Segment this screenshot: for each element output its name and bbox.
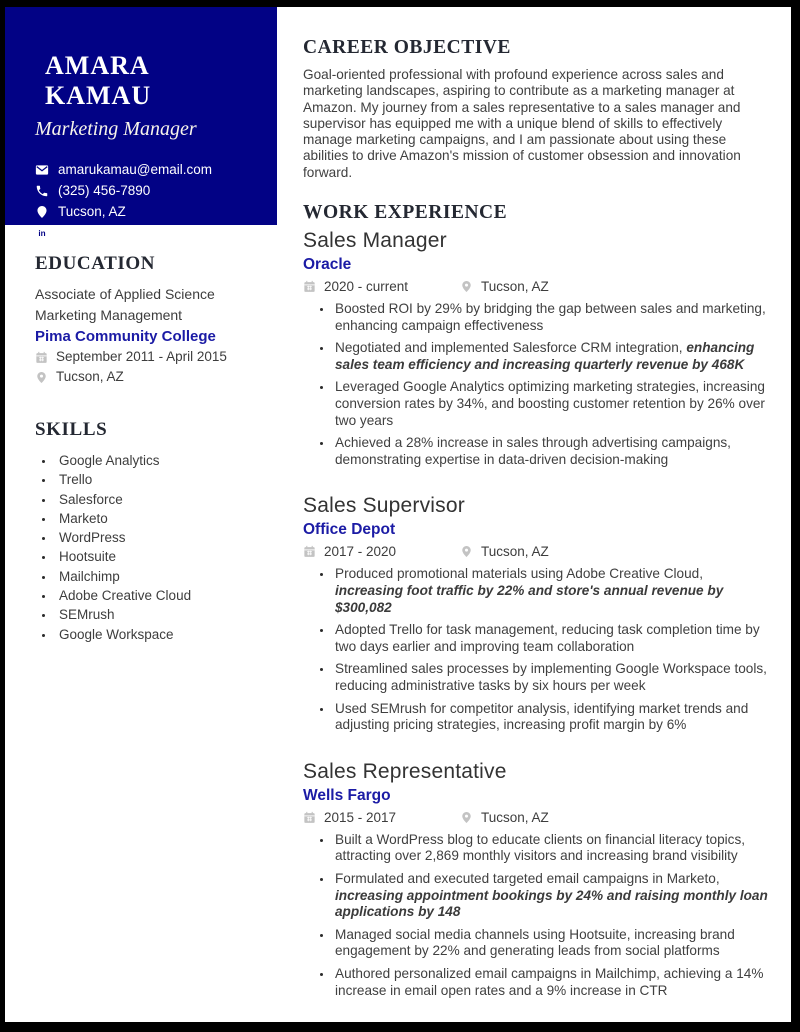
calendar-icon xyxy=(303,811,316,824)
company-name: Oracle xyxy=(303,256,352,274)
job-bullet xyxy=(333,966,769,999)
job-location xyxy=(460,279,549,294)
bullet-text: Streamlined sales processes by implementing Google Workspace tools, reducing administrative tasks by six hours per week xyxy=(335,661,767,693)
job-list xyxy=(303,229,769,999)
school-name: Pima Community College xyxy=(35,328,216,345)
contact-item xyxy=(35,201,259,222)
skill-item: • WordPress xyxy=(55,528,263,547)
education-section xyxy=(5,253,277,387)
bullet-text: Negotiated and implemented Salesforce CRM integration, xyxy=(335,340,687,356)
job-meta-row xyxy=(303,810,769,825)
job-dates xyxy=(303,544,460,559)
contact-item xyxy=(35,159,259,180)
job-entry xyxy=(303,760,769,999)
skill-item: • Mailchimp xyxy=(55,567,263,586)
bullet-text: Used SEMrush for competitor analysis, identifying market trends and adjusting pricing strategies, increasing profit margin by 6% xyxy=(335,700,749,733)
skill-item: • Google Workspace xyxy=(55,625,263,644)
job-bullet xyxy=(333,832,769,865)
job-title: Sales Representative xyxy=(303,759,507,783)
objective-section xyxy=(303,37,769,181)
job-location-text: Tucson, AZ xyxy=(481,809,549,825)
skills-section xyxy=(5,419,277,644)
job-location-text: Tucson, AZ xyxy=(481,544,549,560)
skill-item: • SEMrush xyxy=(55,605,263,624)
bullet-text: Boosted ROI by 29% by bridging the gap between sales and marketing, enhancing campaign effectiveness xyxy=(335,301,766,333)
calendar-icon xyxy=(35,351,48,364)
contact-text: amarukamau@email.com xyxy=(58,162,213,177)
education-dates-row xyxy=(35,347,263,367)
resume-page xyxy=(5,7,791,1022)
bullet-emphasis: enhancing sales team efficiency and increasing quarterly revenue by 468K xyxy=(335,340,755,372)
degree-line: Marketing Management xyxy=(35,307,183,323)
job-bullet xyxy=(333,301,769,334)
education-location: Tucson, AZ xyxy=(56,369,124,384)
job-location xyxy=(460,544,549,559)
bullet-text: Managed social media channels using Hootsuite, increasing brand engagement by 22% and generating leads from social platforms xyxy=(335,926,735,959)
job-bullet-list xyxy=(303,832,769,999)
calendar-icon xyxy=(303,280,316,293)
location-icon xyxy=(460,811,473,824)
sidebar xyxy=(5,7,277,1022)
job-bullet xyxy=(333,622,769,655)
bullet-text: Leveraged Google Analytics optimizing marketing strategies, increasing conversion rates by 34%, and boosting customer retention by 26% over two years xyxy=(335,379,765,428)
job-bullet xyxy=(333,701,769,734)
job-bullet xyxy=(333,661,769,694)
objective-heading: CAREER OBJECTIVE xyxy=(303,37,511,58)
skill-item: • Adobe Creative Cloud xyxy=(55,586,263,605)
experience-heading: WORK EXPERIENCE xyxy=(303,202,508,224)
job-dates xyxy=(303,810,460,825)
job-dates-text: 2017 - 2020 xyxy=(324,544,397,560)
bullet-text: Formulated and executed targeted email campaigns in Marketo, xyxy=(335,870,720,886)
location-icon xyxy=(35,371,48,384)
bullet-text: Built a WordPress blog to educate clients on financial literacy topics, attracting over 2,869 monthly visitors and increasing brand visibility xyxy=(335,831,746,864)
email-icon xyxy=(35,163,49,177)
svg-text:in: in xyxy=(38,228,46,238)
job-entry xyxy=(303,229,769,468)
person-name: AMARA KAMAU xyxy=(45,51,152,110)
education-location-row xyxy=(35,367,263,387)
skill-item: • Trello xyxy=(55,470,263,489)
job-dates xyxy=(303,279,460,294)
job-location-text: Tucson, AZ xyxy=(481,279,549,295)
bullet-emphasis: increasing foot traffic by 22% and store's annual revenue by $300,082 xyxy=(335,583,724,615)
job-bullet xyxy=(333,340,769,373)
job-bullet xyxy=(333,435,769,468)
company-name: Wells Fargo xyxy=(303,786,391,804)
bullet-text: Adopted Trello for task management, reducing task completion time by two days earlier and improving team collaboration xyxy=(335,622,760,654)
job-entry xyxy=(303,494,769,733)
degree-line: Associate of Applied Science xyxy=(35,286,215,302)
job-bullet xyxy=(333,927,769,960)
contact-text: (325) 456-7890 xyxy=(58,183,151,198)
skill-item: • Google Analytics xyxy=(55,451,263,470)
location-icon xyxy=(460,545,473,558)
skills-heading: SKILLS xyxy=(35,419,108,440)
skill-item: • Marketo xyxy=(55,509,263,528)
job-bullet-list xyxy=(303,566,769,733)
experience-section xyxy=(303,202,769,999)
job-bullet xyxy=(333,871,769,921)
job-bullet xyxy=(333,379,769,429)
job-meta-row xyxy=(303,279,769,294)
contact-item xyxy=(35,180,259,201)
job-bullet xyxy=(333,566,769,616)
job-meta-row xyxy=(303,544,769,559)
job-bullet-list xyxy=(303,301,769,468)
phone-icon xyxy=(35,184,49,198)
location-icon xyxy=(35,205,49,219)
calendar-icon xyxy=(303,545,316,558)
location-icon xyxy=(460,280,473,293)
job-location xyxy=(460,810,549,825)
bullet-text: Authored personalized email campaigns in Mailchimp, achieving a 14% increase in email open rates and a 9% increase in CTR xyxy=(335,965,764,998)
company-name: Office Depot xyxy=(303,521,396,539)
contact-list xyxy=(35,159,259,243)
job-dates-text: 2020 - current xyxy=(324,279,409,295)
job-title: Sales Manager xyxy=(303,229,447,253)
header-card xyxy=(5,7,277,240)
main-column xyxy=(303,7,769,1005)
skills-list xyxy=(35,451,263,644)
contact-item xyxy=(35,222,259,243)
person-job-title: Marketing Manager xyxy=(35,118,197,140)
job-title: Sales Supervisor xyxy=(303,494,465,518)
linkedin-link[interactable]: LinkedIn xyxy=(58,225,110,240)
job-dates-text: 2015 - 2017 xyxy=(324,809,397,825)
linkedin-icon xyxy=(35,226,49,240)
objective-text: Goal-oriented professional with profound experience across sales and marketing landscapes, aspiring to contribute as a marketing manager at Amazon. My journey from a sales representative to a sales manager and supervisor has equipped me with a unique blend of skills to effectively manage marketing campaigns, and I am passionate about using these abilities to drive Amazon's mission of customer obsession and innovation forward. xyxy=(303,67,741,180)
education-heading: EDUCATION xyxy=(35,253,156,274)
skill-item: • Salesforce xyxy=(55,490,263,509)
education-dates: September 2011 - April 2015 xyxy=(56,349,227,364)
bullet-emphasis: increasing appointment bookings by 24% and raising monthly loan applications by 148 xyxy=(335,887,768,920)
bullet-text: Achieved a 28% increase in sales through advertising campaigns, demonstrating expertise in data-driven decision-making xyxy=(335,435,731,467)
bullet-text: Produced promotional materials using Adobe Creative Cloud, xyxy=(335,566,703,582)
contact-text: Tucson, AZ xyxy=(58,204,126,219)
skill-item: • Hootsuite xyxy=(55,547,263,566)
